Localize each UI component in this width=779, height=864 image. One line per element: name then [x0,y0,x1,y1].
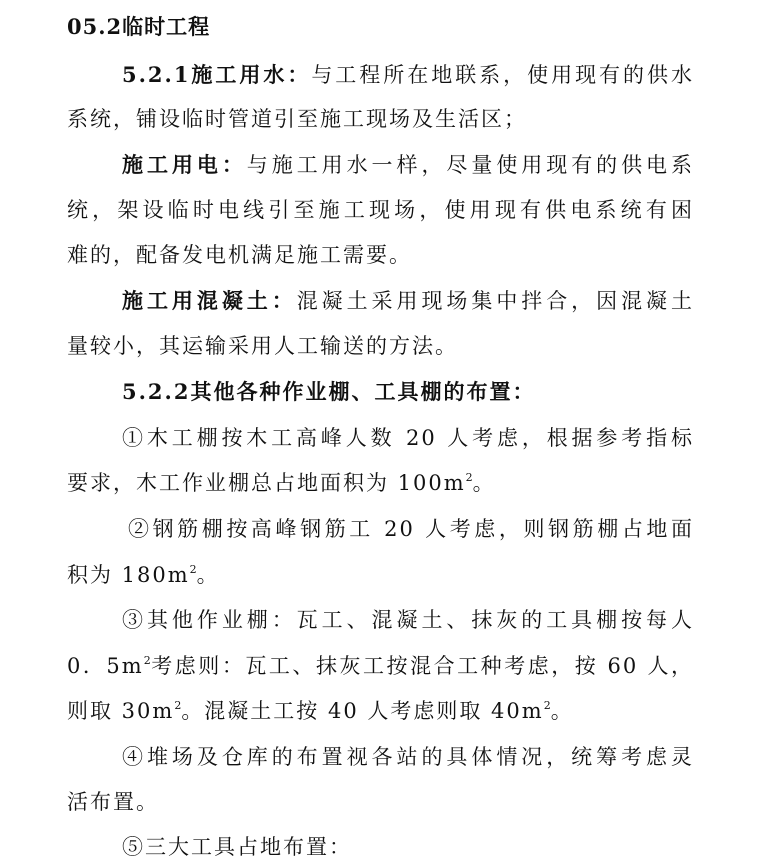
water-label: 5.2.1施工用水： [122,62,312,87]
concrete-text-1: 混凝土采用现场集中拌合，因混凝土 [296,289,695,313]
shed-item-3-text-d: 。混凝土工按 40 人考虑则取 40m [181,699,544,723]
shed-item-1-text: 要求，木工作业棚总占地面积为 100m [67,471,466,495]
concrete-paragraph-line-2: 量较小，其运输采用人工输送的方法。 [67,334,458,358]
shed-item-1-line-1: ①木工棚按木工高峰人数 20 人考虑，根据参考指标 [122,426,694,450]
shed-item-3-line-1: ③其他作业棚：瓦工、混凝土、抹灰的工具棚按每人 [122,608,694,632]
shed-item-3-line-2 [67,651,694,681]
shed-item-3-value-c: 则取 30m [67,699,175,723]
concrete-paragraph-line-1 [122,286,694,316]
shed-item-3-line-3 [67,696,574,726]
superscript-2: 2 [465,471,473,485]
electric-paragraph-line-1 [122,150,694,180]
electric-paragraph-line-3: 难的，配备发电机满足施工需要。 [67,243,412,267]
superscript-2: 2 [174,699,182,713]
water-text-1: 与工程所在地联系，使用现有的供水 [311,63,694,87]
shed-item-1-end: 。 [472,471,496,495]
superscript-2: 2 [543,699,551,713]
shed-item-1-line-2 [67,468,496,498]
section-title: 05.2临时工程 [67,14,211,39]
sheds-heading: 5.2.2其他各种作业棚、工具棚的布置： [122,379,536,404]
shed-item-5-line-1: ⑤三大工具占地布置： [122,835,352,859]
superscript-2: 2 [143,654,151,668]
shed-item-3-value-a: 0．5m [67,654,144,678]
water-paragraph-line-2: 系统，铺设临时管道引至施工现场及生活区； [67,107,527,131]
shed-item-2-text: 积为 180m [67,563,190,587]
water-paragraph-line-1 [122,60,694,90]
electric-label: 施工用电： [122,152,247,177]
shed-item-2-line-1: ②钢筋棚按高峰钢筋工 20 人考虑，则钢筋棚占地面 [128,517,694,541]
electric-text-1: 与施工用水一样，尽量使用现有的供电系 [246,153,695,177]
shed-item-3-end: 。 [550,699,574,723]
shed-item-2-line-2 [67,560,220,590]
shed-item-2-end: 。 [196,563,220,587]
shed-item-4-line-2: 活布置。 [67,790,159,814]
superscript-2: 2 [189,563,197,577]
concrete-label: 施工用混凝土： [122,288,297,313]
shed-item-4-line-1: ④堆场及仓库的布置视各站的具体情况，统筹考虑灵 [122,745,694,769]
shed-item-3-text-b: 考虑则：瓦工、抹灰工按混合工种考虑，按 60 人， [150,654,694,678]
electric-paragraph-line-2: 统，架设临时电线引至施工现场，使用现有供电系统有困 [67,198,694,222]
